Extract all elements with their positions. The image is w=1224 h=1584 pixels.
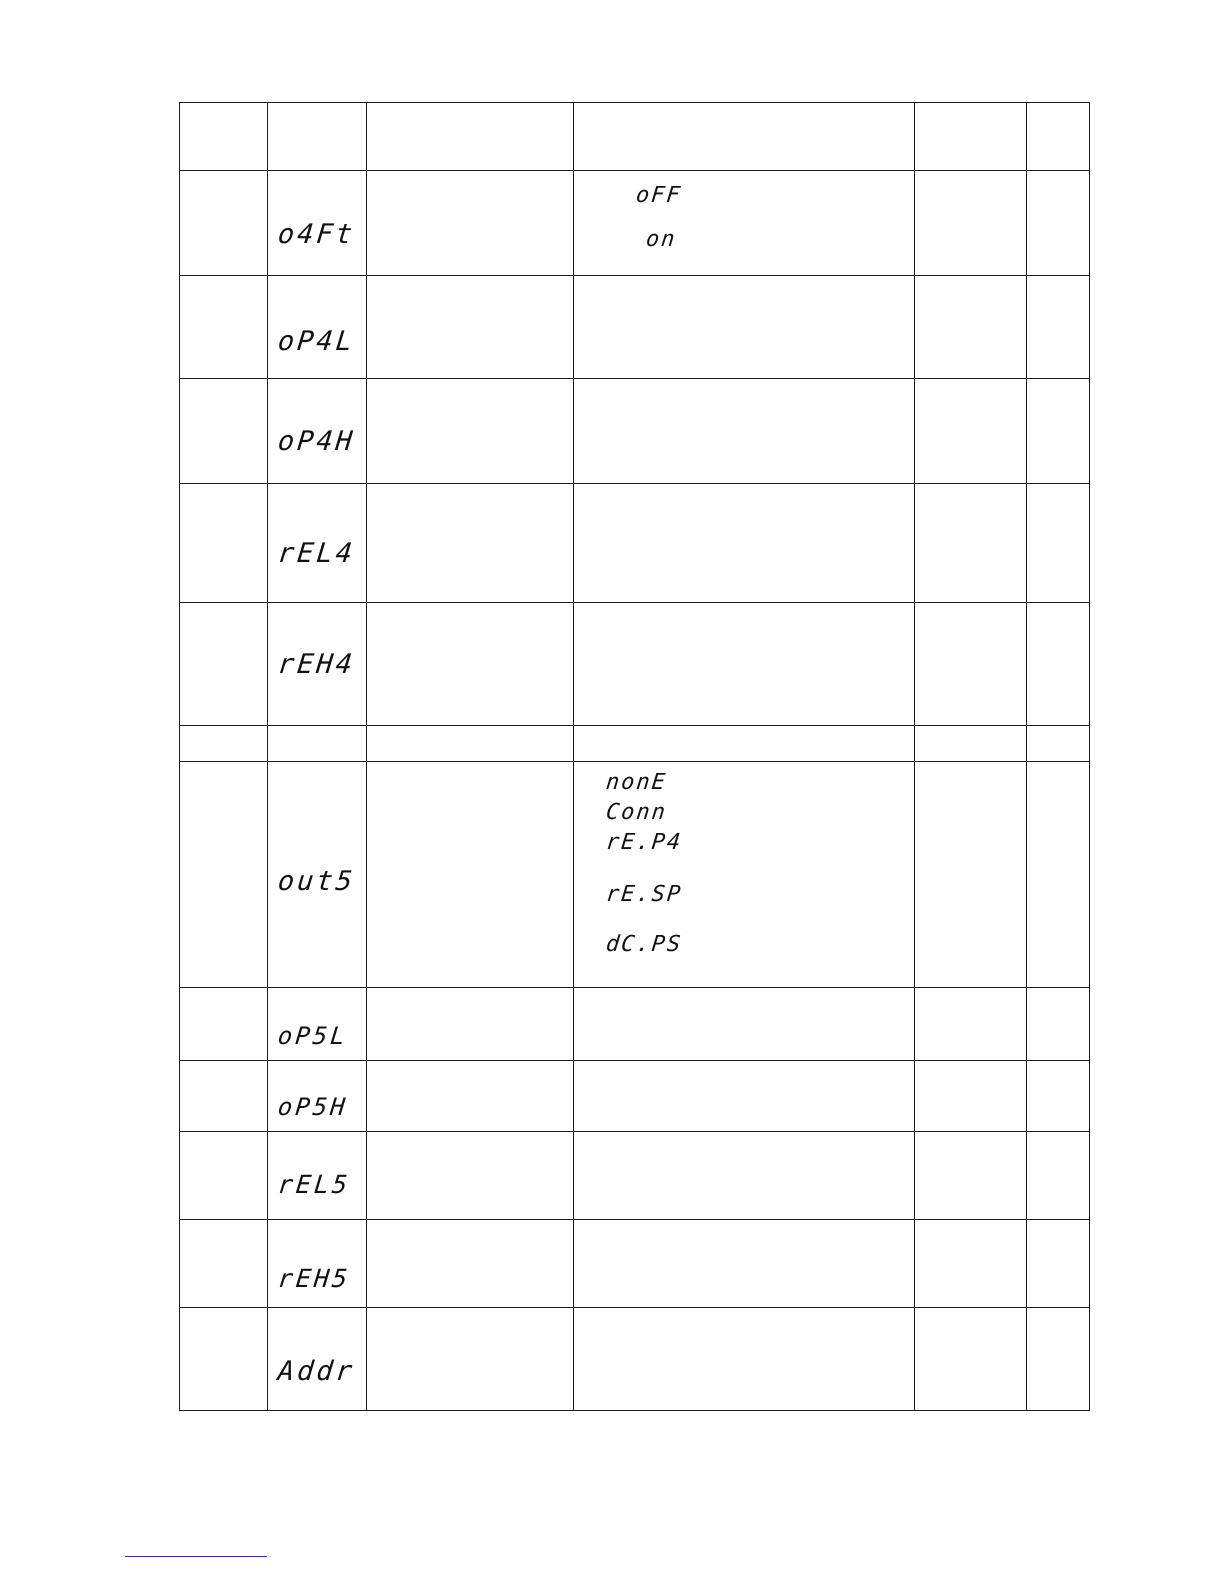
mnemonic-cell [268,988,367,1061]
parameter-mnemonic: out5 [276,866,357,897]
table-cell [915,1220,1027,1308]
table-cell [180,1061,268,1132]
mnemonic-cell [268,484,367,603]
description-cell [367,1220,574,1308]
mnemonic-cell [268,1132,367,1220]
table-row [180,1220,1090,1308]
table-cell [915,726,1027,762]
table-cell [1027,603,1090,726]
options-cell [574,1220,915,1308]
table-cell [180,603,268,726]
options-cell [574,603,915,726]
header-cell [180,103,268,171]
table-cell [1027,1132,1090,1220]
table-cell [180,762,268,988]
table-cell [1027,171,1090,276]
table-cell [915,1061,1027,1132]
options-cell [574,726,915,762]
table-cell [915,379,1027,484]
table-cell [1027,379,1090,484]
parameter-mnemonic: Addr [276,1356,357,1387]
description-cell [367,276,574,379]
options-cell [574,1061,915,1132]
table-row [180,726,1090,762]
table-row [180,379,1090,484]
mnemonic-cell [268,171,367,276]
table-cell [915,988,1027,1061]
parameter-mnemonic: rEL5 [276,1170,352,1199]
table-cell [1027,988,1090,1061]
option-value: oFF [634,183,684,208]
table-cell [180,726,268,762]
description-cell [367,484,574,603]
option-value: rE.SP [604,882,684,907]
option-value: dC.PS [604,932,684,957]
header-cell [268,103,367,171]
description-cell [367,1061,574,1132]
description-cell [367,762,574,988]
options-cell [574,1132,915,1220]
parameter-mnemonic: oP5L [276,1022,350,1050]
header-cell [574,103,915,171]
table-cell [915,1308,1027,1411]
table-cell [1027,1308,1090,1411]
options-cell [574,171,915,276]
description-cell [367,988,574,1061]
table-row [180,171,1090,276]
table-cell [915,276,1027,379]
mnemonic-cell [268,1220,367,1308]
table-cell [1027,726,1090,762]
header-cell [1027,103,1090,171]
table-cell [915,171,1027,276]
parameter-mnemonic: rEH5 [276,1264,352,1293]
description-cell [367,171,574,276]
table-row [180,762,1090,988]
mnemonic-cell [268,762,367,988]
option-value: Conn [604,800,669,825]
description-cell [367,726,574,762]
table-row [180,484,1090,603]
table-row [180,1061,1090,1132]
options-cell [574,276,915,379]
table-cell [180,1132,268,1220]
table-row [180,276,1090,379]
options-cell [574,484,915,603]
parameter-mnemonic: oP4L [276,326,357,357]
table-row [180,1308,1090,1411]
parameter-mnemonic: oP5H [276,1093,350,1121]
table-header-row [180,103,1090,171]
table-cell [915,1132,1027,1220]
table-cell [1027,276,1090,379]
mnemonic-cell [268,1061,367,1132]
mnemonic-cell [268,379,367,484]
description-cell [367,1132,574,1220]
options-cell [574,1308,915,1411]
parameter-mnemonic: rEL4 [276,538,357,569]
table-cell [180,171,268,276]
table-cell [915,762,1027,988]
parameter-mnemonic: oP4H [276,426,357,457]
table-row [180,988,1090,1061]
description-cell [367,379,574,484]
options-cell [574,988,915,1061]
table-cell [180,1220,268,1308]
header-cell [915,103,1027,171]
table-cell [180,276,268,379]
table-cell [915,484,1027,603]
description-cell [367,603,574,726]
mnemonic-cell [268,1308,367,1411]
table-cell [180,379,268,484]
mnemonic-cell [268,276,367,379]
option-value: rE.P4 [604,830,684,855]
parameter-table [179,102,1090,1411]
option-value: on [644,227,678,252]
options-cell [574,762,915,988]
table-cell [1027,762,1090,988]
table-cell [1027,1220,1090,1308]
parameter-mnemonic: o4Ft [276,219,357,250]
options-cell [574,379,915,484]
table-cell [1027,1061,1090,1132]
header-cell [367,103,574,171]
table-cell [180,1308,268,1411]
footer-link-underline [125,1556,267,1557]
table-cell [180,988,268,1061]
table-row [180,603,1090,726]
option-value: nonE [604,770,669,795]
mnemonic-cell [268,603,367,726]
mnemonic-cell [268,726,367,762]
table-row [180,1132,1090,1220]
parameter-mnemonic: rEH4 [276,649,357,680]
table-cell [915,603,1027,726]
table-cell [1027,484,1090,603]
description-cell [367,1308,574,1411]
table-cell [180,484,268,603]
